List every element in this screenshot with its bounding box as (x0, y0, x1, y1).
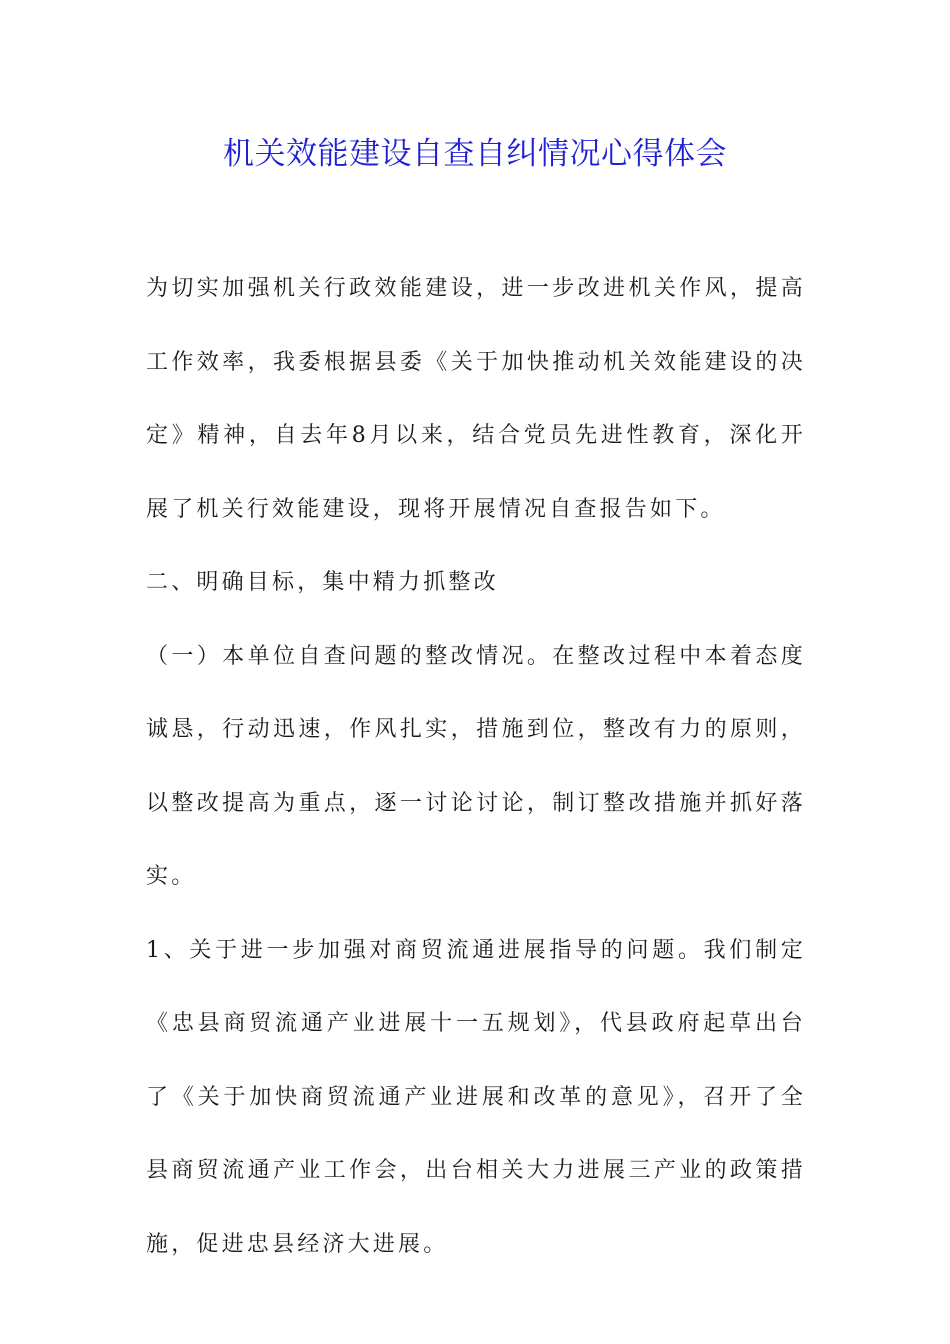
document-title: 机关效能建设自查自纠情况心得体会 (223, 136, 727, 172)
paragraph-item-1: 1、关于进一步加强对商贸流通进展指导的问题。我们制定《忠县商贸流通产业进展十一五规划》，代县政府起草出台了《关于加快商贸流通产业进展和改革的意见》，召开了全县商贸流通产业工作会，出台相关大力进展三产业的政策措施，促进忠县经济大进展。 (146, 937, 806, 1257)
paragraph-subsection-1: （一）本单位自查问题的整改情况。在整改过程中本着态度诚恳，行动迅速，作风扎实，措施到位，整改有力的原则，以整改提高为重点，逐一讨论讨论，制订整改措施并抓好落实。 (146, 643, 806, 889)
document-body (146, 252, 806, 1281)
paragraph-intro: 为切实加强机关行政效能建设，进一步改进机关作风，提高工作效率，我委根据县委《关于加快推动机关效能建设的决定》精神，自去年8月以来，结合党员先进性教育，深化开展了机关行效能建设，现将开展情况自查报告如下。 (146, 276, 806, 522)
section-heading: 二、明确目标，集中精力抓整改 (146, 570, 499, 595)
